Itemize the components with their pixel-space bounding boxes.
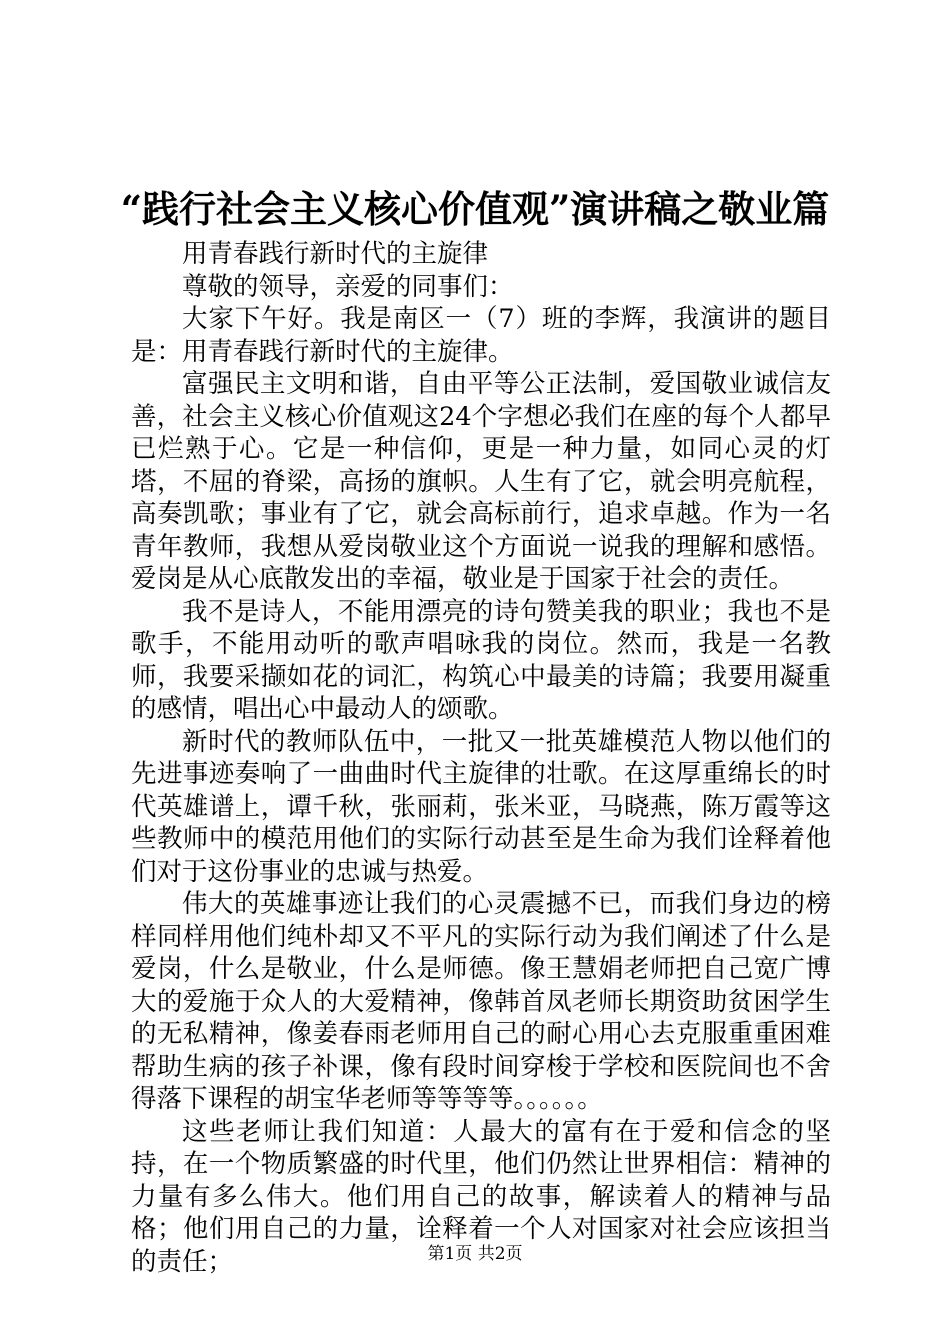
body-paragraph: 大家下午好。我是南区一（7）班的李辉，我演讲的题目是：用青春践行新时代的主旋律。 xyxy=(131,304,831,367)
body-paragraph: 富强民主文明和谐，自由平等公正法制，爱国敬业诚信友善，社会主义核心价值观这24个字想必我们在座的每个人都早已烂熟于心。它是一种信仰，更是一种力量，如同心灵的灯塔，不屈的脊梁，高扬的旗帜。人生有了它，就会明亮航程，高奏凯歌；事业有了它，就会高标前行，追求卓越。作为一名青年教师，我想从爱岗敬业这个方面说一说我的理解和感悟。爱岗是从心底散发出的幸福，敬业是于国家于社会的责任。 xyxy=(131,369,831,594)
body-paragraph: 新时代的教师队伍中，一批又一批英雄模范人物以他们的先进事迹奏响了一曲曲时代主旋律的壮歌。在这厚重绵长的时代英雄谱上，谭千秋，张丽莉，张米亚，马晓燕，陈万霞等这些教师中的模范用他们的实际行动甚至是生命为我们诠释着他们对于这份事业的忠诚与热爱。 xyxy=(131,726,831,887)
page-number-footer: 第1页 共2页 xyxy=(427,1244,523,1264)
body-paragraph: 这些老师让我们知道：人最大的富有在于爱和信念的坚持，在一个物质繁盛的时代里，他们仍然让世界相信：精神的力量有多么伟大。他们用自己的故事，解读着人的精神与品格；他们用自己的力量，诠释着一个人对国家对社会应该担当的责任； xyxy=(131,1116,831,1277)
salutation-paragraph: 尊敬的领导，亲爱的同事们： xyxy=(182,271,514,302)
subtitle-paragraph: 用青春践行新时代的主旋律 xyxy=(182,239,489,269)
body-paragraph: 伟大的英雄事迹让我们的心灵震撼不已，而我们身边的榜样同样用他们纯朴却又不平凡的实际行动为我们阐述了什么是爱岗，什么是敬业，什么是师德。像王慧娟老师把自己宽广博大的爱施于众人的大爱精神，像韩首凤老师长期资助贫困学生的无私精神，像姜春雨老师用自己的耐心用心去克服重重困难帮助生病的孩子补课，像有段时间穿梭于学校和医院间也不舍得落下课程的胡宝华老师等等等等。。。。。。 xyxy=(131,889,831,1114)
document-body xyxy=(131,238,831,1278)
body-paragraph: 我不是诗人，不能用漂亮的诗句赞美我的职业；我也不是歌手，不能用动听的歌声唱咏我的岗位。然而，我是一名教师，我要采撷如花的词汇，构筑心中最美的诗篇；我要用凝重的感情，唱出心中最动人的颂歌。 xyxy=(131,596,831,724)
document-title: “践行社会主义核心价值观”演讲稿之敬业篇 xyxy=(120,187,830,231)
